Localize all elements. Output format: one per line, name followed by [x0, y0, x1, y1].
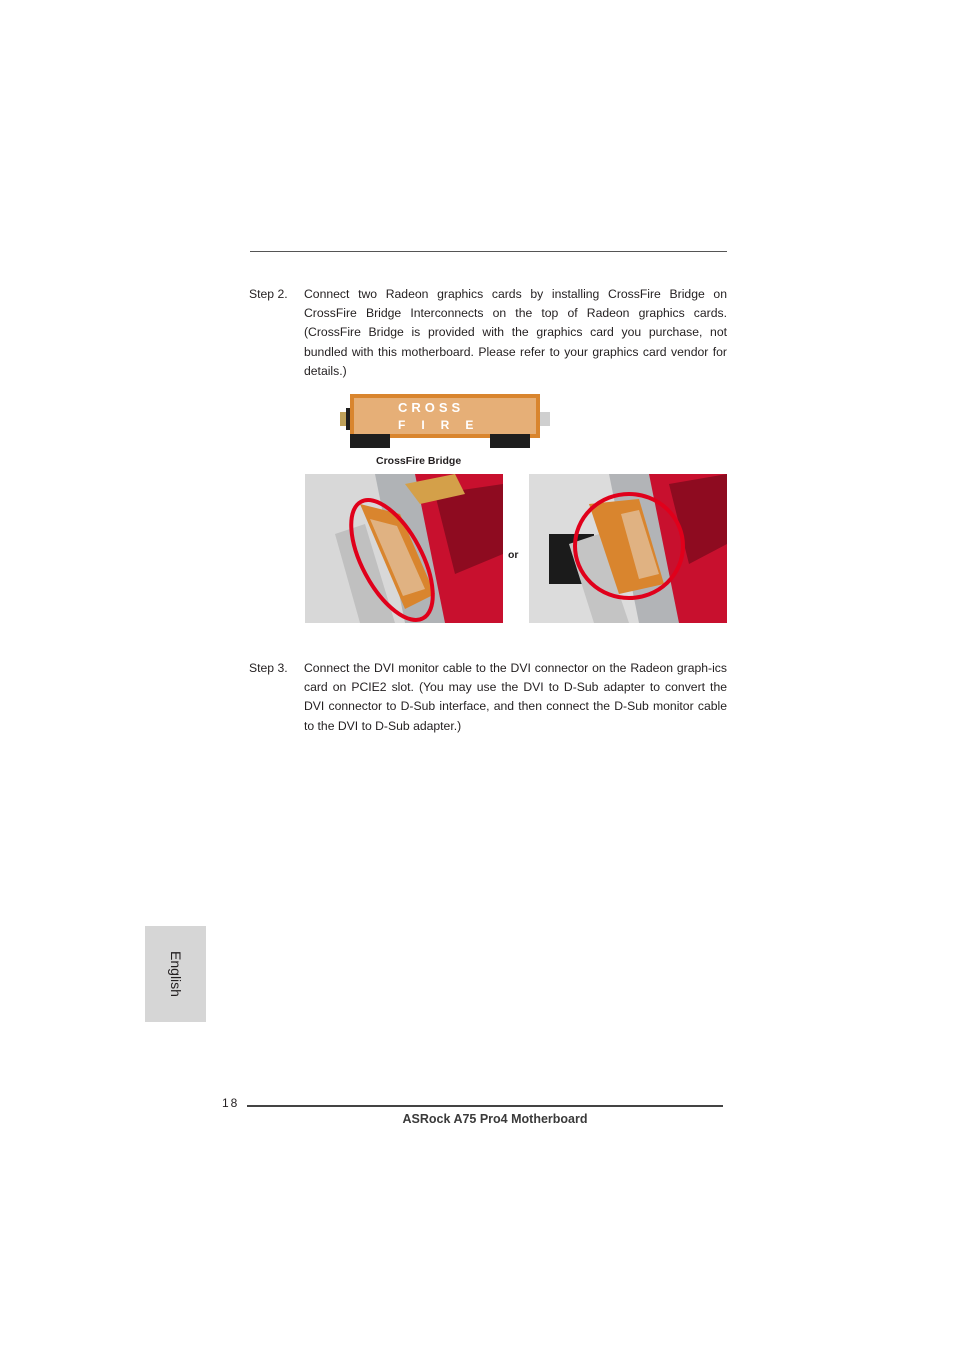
page-number: 18 [222, 1096, 240, 1110]
crossfire-bridge-image [340, 390, 552, 452]
language-tab [145, 926, 206, 1022]
bridge-caption: CrossFire Bridge [376, 455, 462, 467]
header-rule [250, 251, 727, 252]
bridge-logo-line2: FIRE [398, 418, 490, 432]
step-2-text: Connect two Radeon graphics cards by installing CrossFire Bridge on CrossFire Bridge Interconnects on the top of Radeon graphics cards. (CrossFire Bridge is provided with the graphics card you purchase, not bundled with this motherboard. Please refer to your graphics card vendor for details.) [304, 287, 727, 378]
footer-rule [247, 1105, 723, 1107]
language-tab-label: English [167, 951, 184, 997]
step-3-text: Connect the DVI monitor cable to the DVI connector on the Radeon graph-ics card on PCIE2 slot. (You may use the DVI to D-Sub adapter to convert the DVI connector to D-Sub interface, and then connect the D-Sub monitor cable to the DVI to D-Sub adapter.) [304, 661, 727, 733]
step-3-label: Step 3. [249, 661, 288, 675]
footer-product: ASRock A75 Pro4 Motherboard [402, 1112, 588, 1126]
bridge-logo-line1: CROSS [398, 400, 465, 415]
installation-photo-left [305, 474, 503, 623]
step-2-label: Step 2. [249, 287, 288, 301]
installation-photo-right [529, 474, 727, 623]
or-label: or [508, 549, 519, 561]
